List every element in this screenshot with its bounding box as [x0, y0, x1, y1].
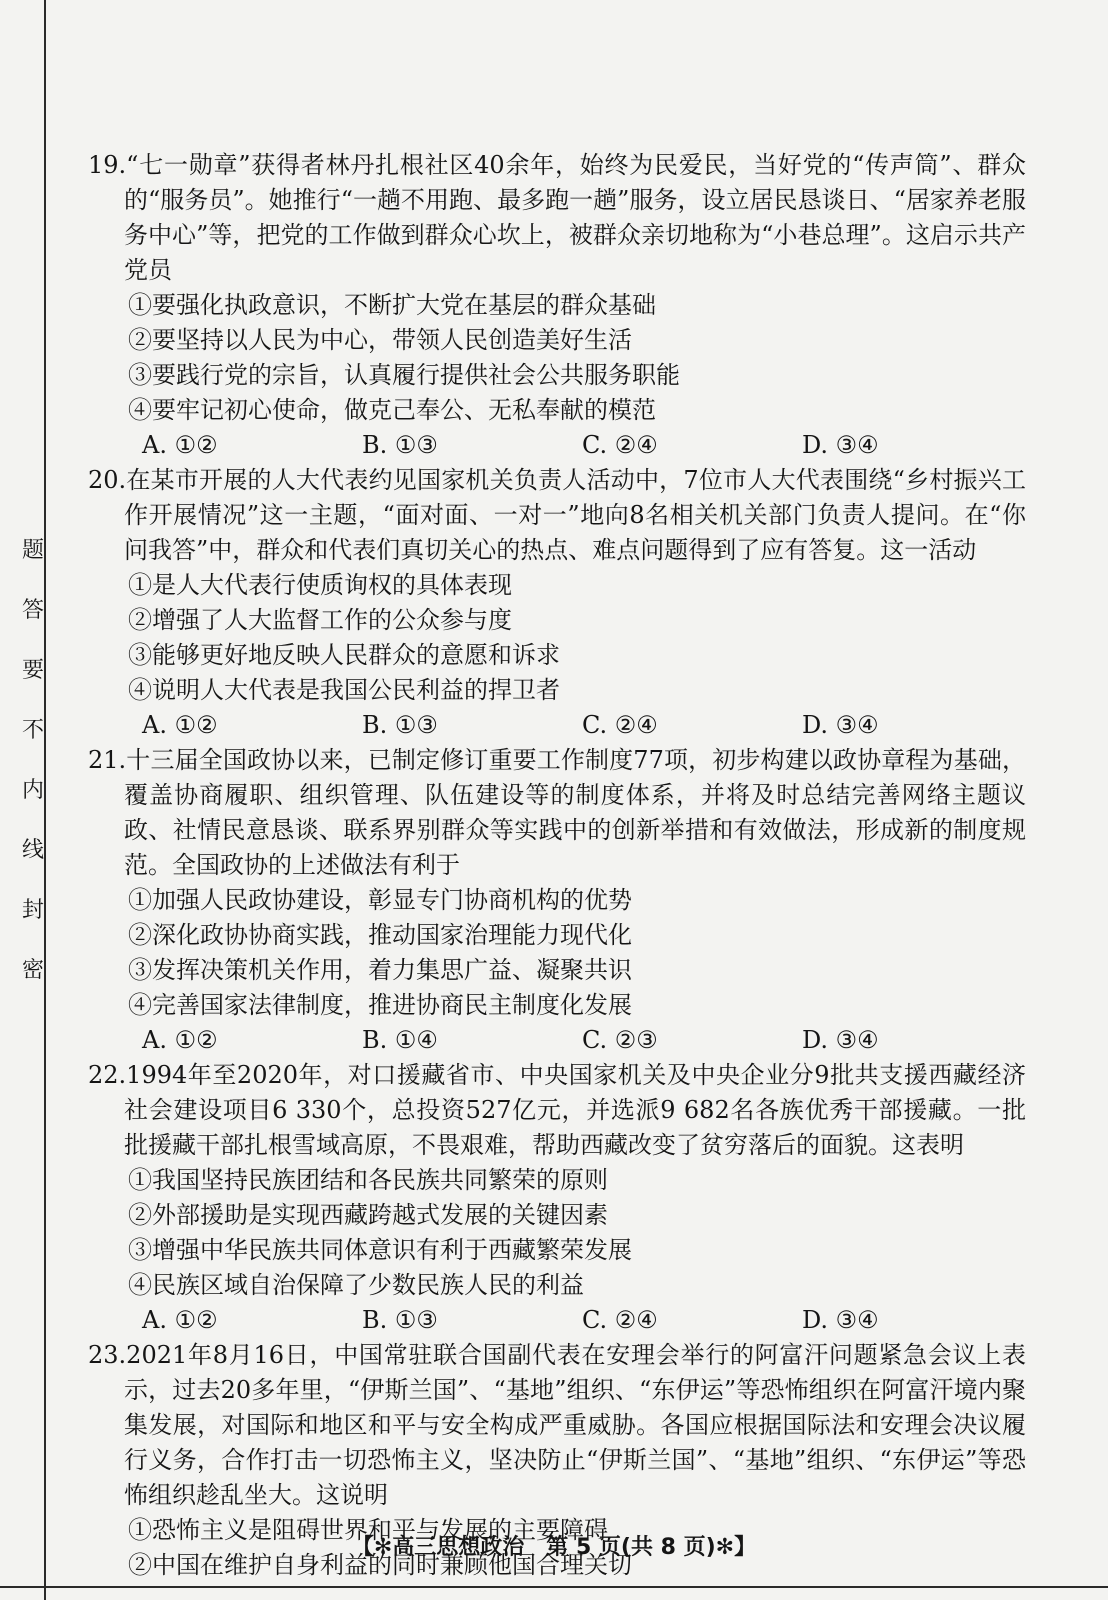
seal-char: 要	[21, 658, 44, 683]
seal-char: 题	[21, 538, 44, 563]
statement-option: ③发挥决策机关作用，着力集思广益、凝聚共识	[128, 956, 632, 984]
question-stem: 22.1994年至2020年，对口援藏省市、中央国家机关及中央企业分9批共支援西藏经济社会建设项目6 330个，总投资527亿元，并选派9 682名各族优秀干部援藏。一批批援藏干部扎根雪域高原，不畏艰难，帮助西藏改变了贫穷落后的面貌。这表明	[88, 1061, 1026, 1159]
answer-choices	[88, 708, 1026, 743]
seal-char: 内	[21, 778, 44, 803]
statement-option: ④说明人大代表是我国公民利益的捍卫者	[128, 676, 560, 704]
choice-d: D. ③④	[802, 711, 879, 739]
question-20	[88, 463, 1026, 743]
choice-c: C. ②③	[582, 1026, 658, 1054]
choice-a: A. ①②	[142, 1306, 218, 1334]
statement-option: ③增强中华民族共同体意识有利于西藏繁荣发展	[128, 1236, 632, 1264]
choice-d: D. ③④	[802, 431, 879, 459]
answer-choices	[88, 1023, 1026, 1058]
choice-a: A. ①②	[142, 711, 218, 739]
statement-option: ③要践行党的宗旨，认真履行提供社会公共服务职能	[128, 361, 680, 389]
question-stem: 21.十三届全国政协以来，已制定修订重要工作制度77项，初步构建以政协章程为基础，覆盖协商履职、组织管理、队伍建设等的制度体系，并将及时总结完善网络主题议政、社情民意恳谈、联系界别群众等实践中的创新举措和有效做法，形成新的制度规范。全国政协的上述做法有利于	[88, 746, 1026, 879]
seal-line-notice	[18, 540, 48, 1020]
statement-option: ②中国在维护自身利益的同时兼顾他国合理关切	[128, 1551, 632, 1579]
seal-char: 线	[21, 838, 44, 863]
question-stem: 23.2021年8月16日，中国常驻联合国副代表在安理会举行的阿富汗问题紧急会议上表示，过去20多年里，“伊斯兰国”、“基地”组织、“东伊运”等恐怖组织在阿富汗境内聚集发展，对国际和地区和平与安全构成严重威胁。各国应根据国际法和安理会决议履行义务，合作打击一切恐怖主义，坚决防止“伊斯兰国”、“基地”组织、“东伊运”等恐怖组织趁乱坐大。这说明	[88, 1341, 1026, 1509]
seal-char: 答	[21, 598, 44, 623]
seal-char: 不	[21, 718, 44, 743]
bottom-rule	[0, 1586, 1108, 1588]
statement-option: ③能够更好地反映人民群众的意愿和诉求	[128, 641, 560, 669]
question-22	[88, 1058, 1026, 1338]
question-21	[88, 743, 1026, 1058]
answer-choices	[88, 1303, 1026, 1338]
question-stem: 19.“七一勋章”获得者林丹扎根社区40余年，始终为民爱民，当好党的“传声筒”、群众的“服务员”。她推行“一趟不用跑、最多跑一趟”服务，设立居民恳谈日、“居家养老服务中心”等，把党的工作做到群众心坎上，被群众亲切地称为“小巷总理”。这启示共产党员	[88, 151, 1026, 284]
statement-option: ①要强化执政意识，不断扩大党在基层的群众基础	[128, 291, 656, 319]
choice-c: C. ②④	[582, 431, 658, 459]
statement-option: ④民族区域自治保障了少数民族人民的利益	[128, 1271, 584, 1299]
statement-option: ①我国坚持民族团结和各民族共同繁荣的原则	[128, 1166, 608, 1194]
statement-option: ②深化政协协商实践，推动国家治理能力现代化	[128, 921, 632, 949]
choice-d: D. ③④	[802, 1026, 879, 1054]
seal-char: 封	[21, 898, 44, 923]
statement-option: ①加强人民政协建设，彰显专门协商机构的优势	[128, 886, 632, 914]
statement-option: ②外部援助是实现西藏跨越式发展的关键因素	[128, 1201, 608, 1229]
page-footer: 【✻高三思想政治 第 5 页(共 8 页)✻】	[351, 1535, 757, 1560]
question-list	[88, 148, 1026, 1583]
choice-b: B. ①③	[362, 1306, 438, 1334]
answer-choices	[88, 428, 1026, 463]
choice-b: B. ①③	[362, 711, 438, 739]
choice-c: C. ②④	[582, 711, 658, 739]
statement-option: ②增强了人大监督工作的公众参与度	[128, 606, 512, 634]
choice-d: D. ③④	[802, 1306, 879, 1334]
seal-char: 密	[21, 958, 44, 983]
choice-a: A. ①②	[142, 431, 218, 459]
question-stem: 20.在某市开展的人大代表约见国家机关负责人活动中，7位市人大代表围绕“乡村振兴工作开展情况”这一主题，“面对面、一对一”地向8名相关机关部门负责人提问。在“你问我答”中，群众和代表们真切关心的热点、难点问题得到了应有答复。这一活动	[88, 466, 1026, 564]
statement-option: ④要牢记初心使命，做克己奉公、无私奉献的模范	[128, 396, 656, 424]
statement-option: ②要坚持以人民为中心，带领人民创造美好生活	[128, 326, 632, 354]
statement-option: ①恐怖主义是阻碍世界和平与发展的主要障碍	[128, 1516, 608, 1544]
statement-option: ④完善国家法律制度，推进协商民主制度化发展	[128, 991, 632, 1019]
statement-option: ①是人大代表行使质询权的具体表现	[128, 571, 512, 599]
question-19	[88, 148, 1026, 463]
choice-b: B. ①③	[362, 431, 438, 459]
choice-a: A. ①②	[142, 1026, 218, 1054]
choice-c: C. ②④	[582, 1306, 658, 1334]
choice-b: B. ①④	[362, 1026, 438, 1054]
